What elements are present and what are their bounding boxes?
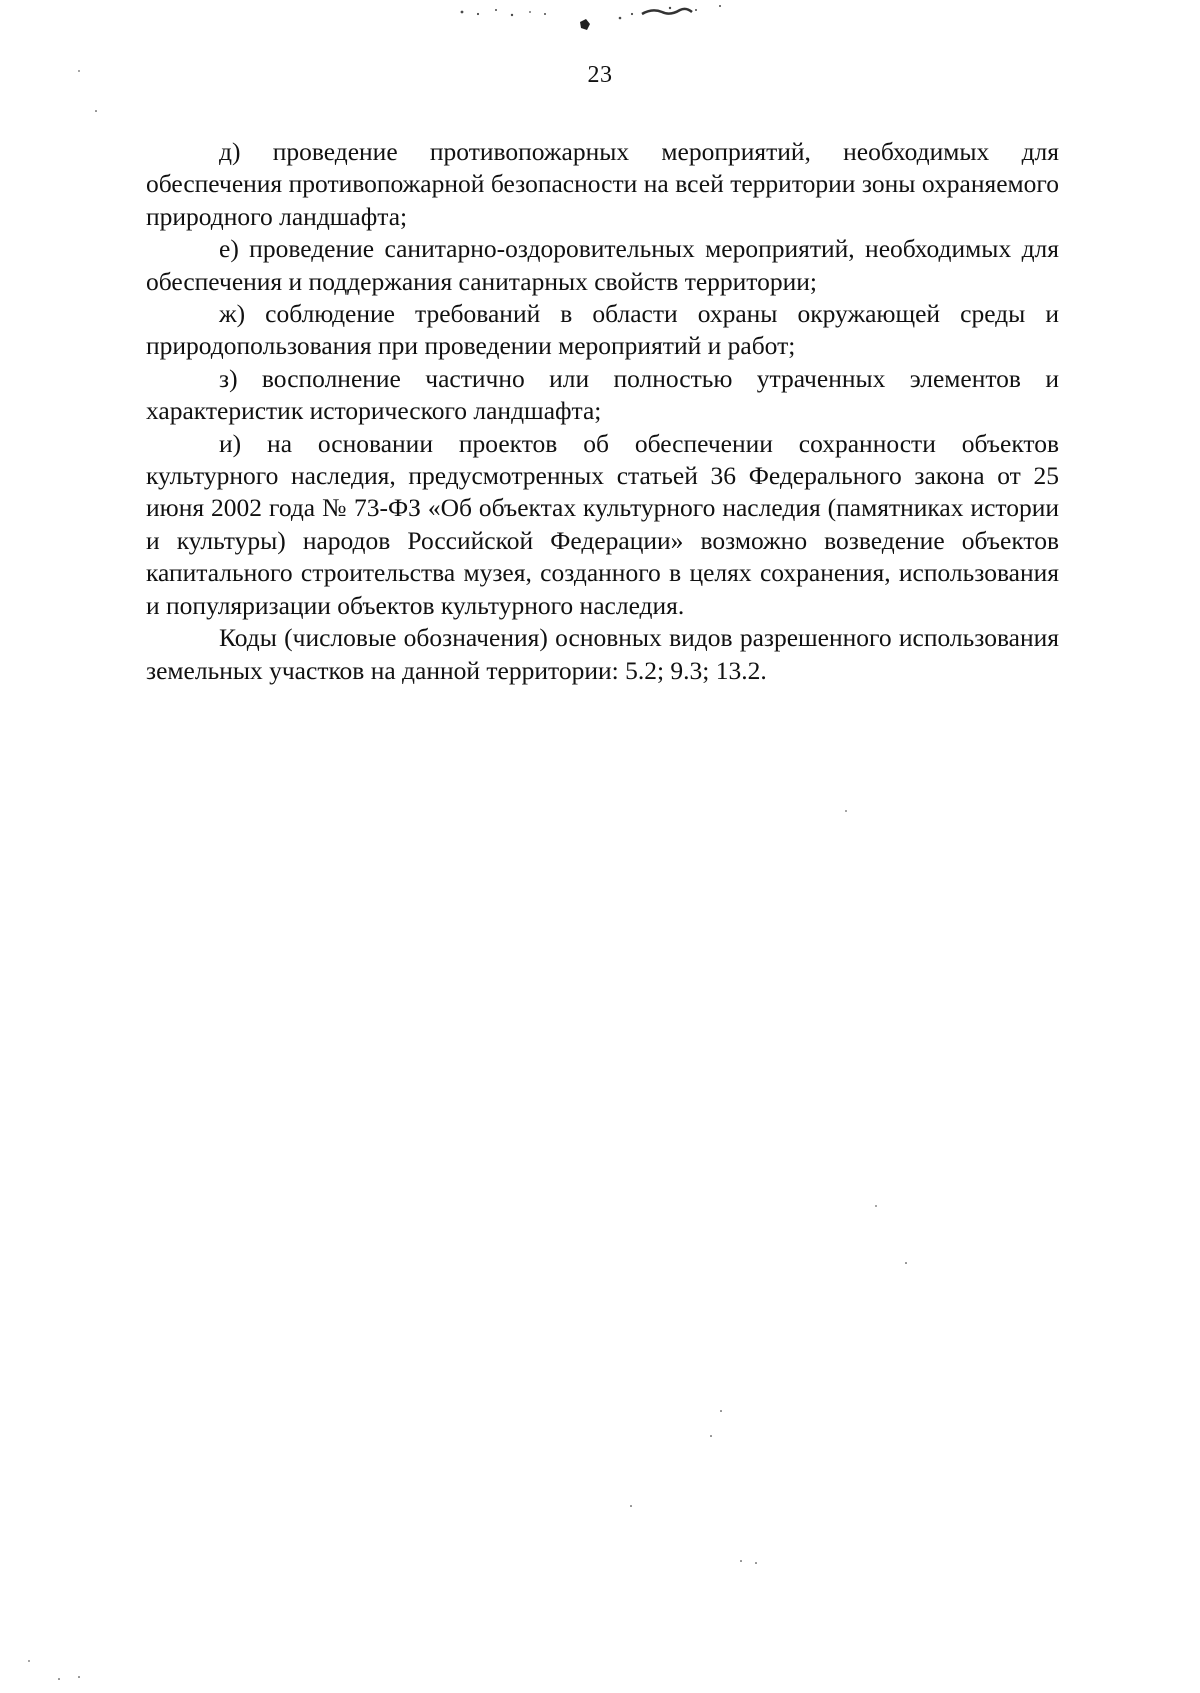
paragraph-zh: ж) соблюдение требований в области охраны окружающей среды и природопользования при проведении мероприятий и работ; bbox=[146, 299, 1059, 361]
scan-speck bbox=[630, 1505, 632, 1507]
paragraph-e: е) проведение санитарно-оздоровительных мероприятий, необходимых для обеспечения и поддержания санитарных свойств территории; bbox=[146, 234, 1059, 296]
scan-speck bbox=[95, 110, 97, 112]
scan-speck bbox=[845, 810, 847, 812]
scan-speck bbox=[58, 1678, 60, 1680]
document-body bbox=[146, 136, 1059, 687]
paragraph-codes: Коды (числовые обозначения) основных видов разрешенного использования земельных участков на данной территории: 5.2; 9.3; 13.2. bbox=[146, 623, 1059, 685]
scan-speck bbox=[78, 1676, 80, 1678]
scan-speck bbox=[710, 1435, 712, 1437]
scan-speck bbox=[720, 1410, 722, 1412]
scan-artifact bbox=[420, 0, 760, 34]
scan-speck bbox=[78, 70, 80, 72]
paragraph-i: и) на основании проектов об обеспечении сохранности объектов культурного наследия, предусмотренных статьей 36 Федерального закона от 25 июня 2002 года № 73-ФЗ «Об объектах культурного наследия (памятниках истории и культуры) народов Российской Федерации» возможно возведение объектов капитального строительства музея, созданного в целях сохранения, использования и популяризации объектов культурного наследия. bbox=[146, 428, 1059, 620]
paragraph-d: д) проведение противопожарных мероприятий, необходимых для обеспечения противопожарной безопасности на всей территории зоны охраняемого природного ландшафта; bbox=[146, 137, 1059, 231]
scan-speck bbox=[740, 1560, 742, 1562]
scan-speck bbox=[28, 1660, 30, 1662]
paragraph-z: з) восполнение частично или полностью утраченных элементов и характеристик исторического ландшафта; bbox=[146, 363, 1059, 426]
scan-speck bbox=[875, 1205, 877, 1207]
page-number: 23 bbox=[587, 62, 613, 88]
scan-speck bbox=[905, 1262, 907, 1264]
scan-speck bbox=[755, 1562, 757, 1564]
